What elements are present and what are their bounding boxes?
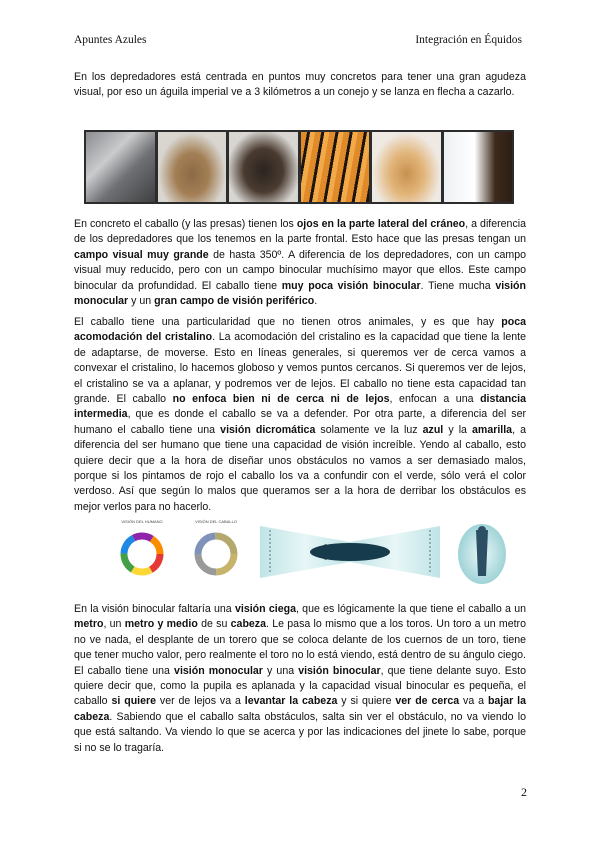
paragraph-4: En la visión binocular faltaría una visión ciega, que es lógicamente la que tiene el caballo a un metro, un metro y medio de su cabeza. Le pasa lo mismo que a los toros. Un toro a un metro no ve nada, el desplante de un torero que se coloca delante de los cuernos de un toro, tiene que tener mucho valor, pero realmente el toro no lo está viendo, está dentro de su ángulo ciego. El caballo tiene una visión monocular y una visión binocular, que tiene delante suyo. Esto quiere decir que, como la pupila es aplanada y la capacidad visual binocular es pequeña, el caballo si quiere ver de lejos va a levantar la cabeza y si quiere ver de cerca va a bajar la cabeza. Sabiendo que el caballo salta obstáculos, salta sin ver el obstáculo, no va viendo lo que está saltando. Va viendo lo que se acerca y por las indicaciones del jinete lo sabe, porque si no se lo tragaría. [74,603,527,754]
buffalo-photo [229,132,298,202]
animal-photo-strip [84,130,514,204]
tiger-photo [301,132,370,202]
horse-wheel-label: VISIÓN DEL CABALLO [195,519,237,524]
human-wheel-label: VISIÓN DEL HUMANO [121,519,163,524]
paragraph-3: El caballo tiene una particularidad que no tienen otros animales, y es que hay poca acomodación del cristalino. La acomodación del cristalino es la capacidad que tiene la lente de adaptarse, de moverse. Esto en líneas generales, si queremos ver de cerca vamos a convexar el cristalino, lo hacemos globoso y vemos puntos cercanos. Si queremos ver de lejos, el cristalino se va a aplanar, y podremos ver de lejos. El caballo no tiene esta capacidad tan grande. El caballo no enfoca bien ni de cerca ni de lejos, enfocan a una distancia intermedia, que es donde el caballo se va a defender. Por otra parte, a diferencia del ser humano el caballo tiene una visión dicromática solamente ve la luz azul y la amarilla, a diferencia del ser humano que tiene una capacidad de visión increíble. Yendo al caballo, esto quiere decir que a la hora de diseñar unos obstáculos no vamos a ser demasiado malos, porque si los pintamos de rojo el caballo los va a confundir con el verde, sólo verá el color verdoso. Así que según lo malos que queramos ser a la hora de derribar los obstáculos es mejor verlos para no hacerlo. [74,316,527,513]
header-left: Apuntes Azules [74,34,147,46]
horse-top-field-diagram [458,524,506,584]
header-right: Integración en Équidos [415,34,522,46]
paragraph-2: En concreto el caballo (y las presas) tienen los ojos en la parte lateral del cráneo, a diferencia de los depredadores que los tenemos en la parte frontal. Esto hace que las presas tengan un campo visual muy grande de hasta 350º. A diferencia de los depredadores, con un campo visual muy reducido, pero con un campo binocular muchísimo mayor que ellos. Este campo binocular da profundidad. El caballo tiene muy poca visión binocular. Tiene mucha visión monocular y un gran campo de visión periférico. [74,218,526,308]
page-number: 2 [521,785,527,799]
paragraph-1: En los depredadores está centrada en puntos muy concretos para tener una gran agudeza visual, por eso un águila imperial ve a 3 kilómetros a un conejo y se lanza en flecha a cazarlo. [74,71,526,99]
hamster-photo [372,132,441,202]
vision-diagrams [110,516,510,588]
deer-photo [158,132,227,202]
horse-side-field-diagram [260,526,440,578]
human-color-wheel [121,519,162,572]
wolf-photo [86,132,155,202]
eagle-photo [444,132,513,202]
horse-color-wheel [195,519,237,572]
